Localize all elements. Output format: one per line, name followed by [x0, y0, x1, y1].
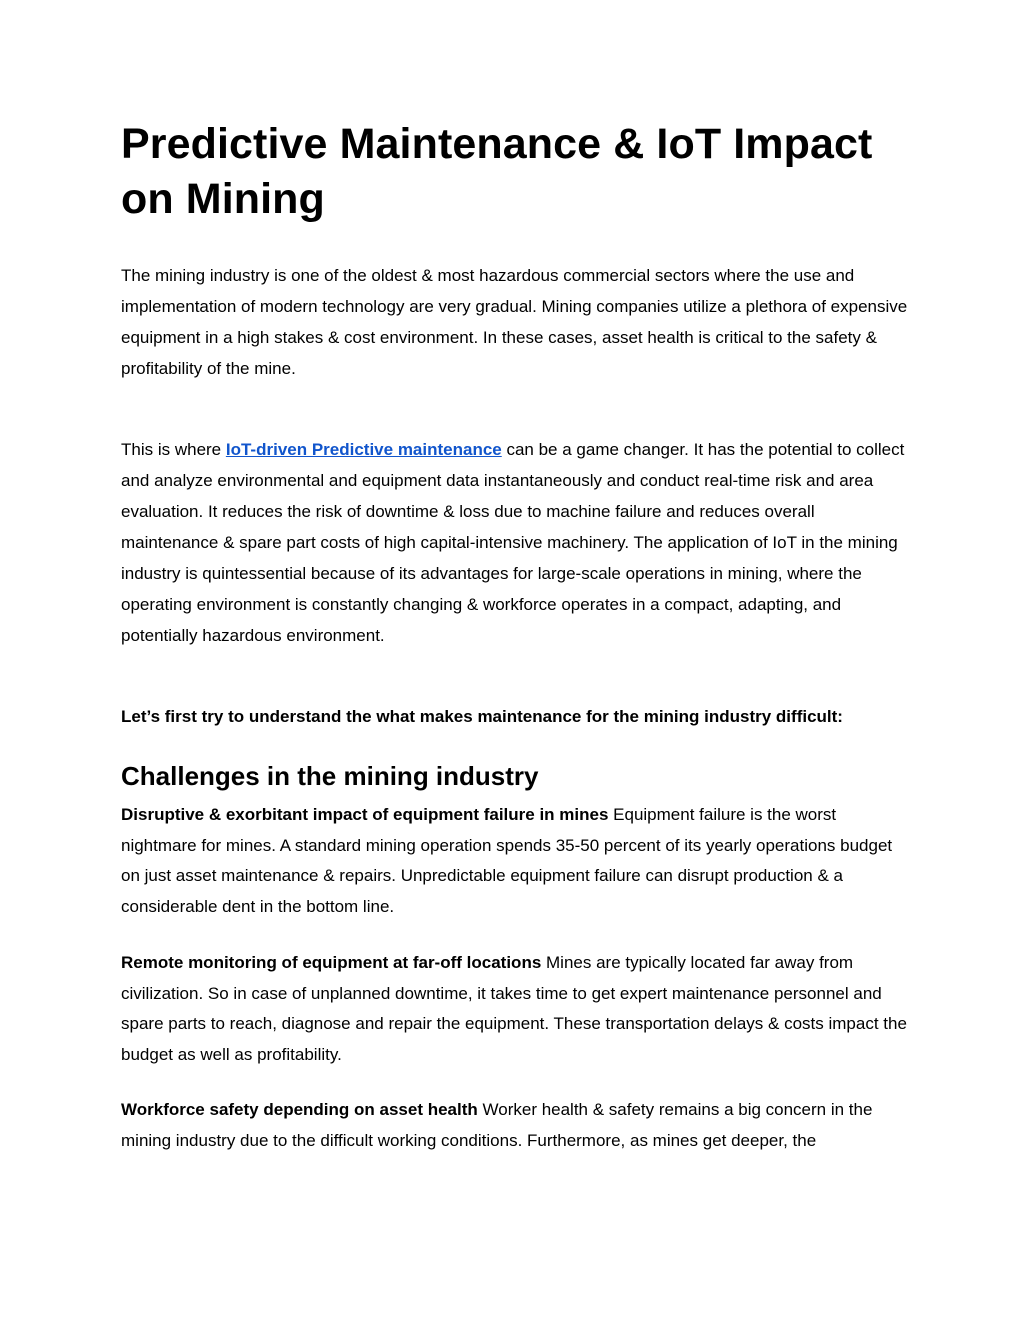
lead-statement: Let’s first try to understand the what makes maintenance for the mining industry difficult:	[121, 707, 843, 726]
section-heading: Challenges in the mining industry	[121, 761, 539, 791]
challenge-paragraph	[121, 800, 911, 923]
challenge-paragraph	[121, 948, 911, 1071]
iot-paragraph-before: This is where	[121, 440, 226, 459]
iot-paragraph-after: can be a game changer. It has the potential to collect and analyze environmental and equipment data instantaneously and conduct real-time risk and area evaluation. It reduces the risk of downtime & loss due to machine failure and reduces overall maintenance & spare part costs of high capital-intensive machinery. The application of IoT in the mining industry is quintessential because of its advantages for large-scale operations in mining, where the operating environment is constantly changing & workforce operates in a compact, adapting, and potentially hazardous environment.	[121, 440, 905, 645]
challenge-text: Worker health & safety remains a big concern in the mining industry due to the difficult working conditions. Furthermore, as mines get deeper, the	[121, 1100, 873, 1150]
challenge-text: Equipment failure is the worst nightmare for mines. A standard mining operation spends 35-50 percent of its yearly operations budget on just asset maintenance & repairs. Unpredictable equipment failure can disrupt production & a considerable dent in the bottom line.	[121, 805, 893, 917]
challenge-paragraph	[121, 1095, 911, 1156]
challenge-title: Remote monitoring of equipment at far-off locations	[121, 953, 542, 972]
challenge-text: Mines are typically located far away from civilization. So in case of unplanned downtime, it takes time to get expert maintenance personnel and spare parts to reach, diagnose and repair the equipment. These transportation delays & costs impact the budget as well as profitability.	[121, 953, 907, 1065]
challenge-title: Disruptive & exorbitant impact of equipment failure in mines	[121, 805, 609, 824]
iot-predictive-maintenance-link[interactable]: IoT-driven Predictive maintenance	[225, 440, 502, 459]
intro-paragraph: The mining industry is one of the oldest & most hazardous commercial sectors where the use and implementation of modern technology are very gradual. Mining companies utilize a plethora of expensive equipment in a high stakes & cost environment. In these cases, asset health is critical to the safety & profitability of the mine.	[121, 266, 908, 378]
iot-paragraph	[121, 434, 911, 651]
challenge-title: Workforce safety depending on asset health	[121, 1100, 478, 1119]
page-title: Predictive Maintenance & IoT Impact on Mining	[121, 120, 873, 223]
